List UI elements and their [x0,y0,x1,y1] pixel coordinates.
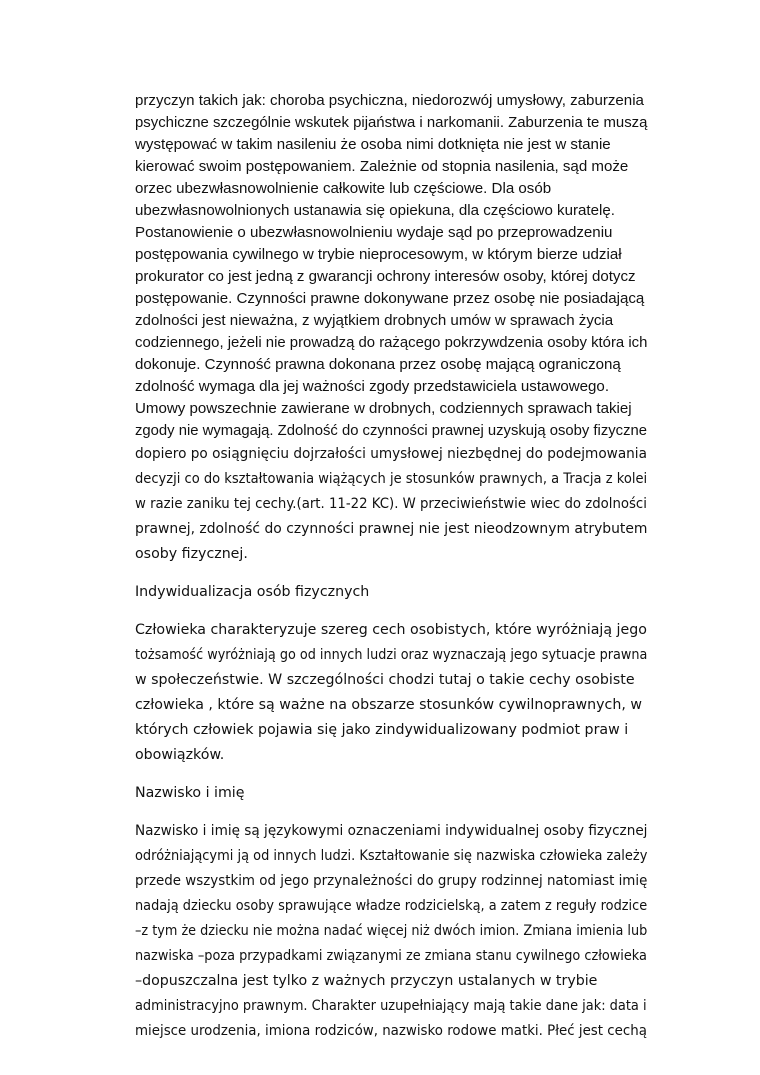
text-line: –dopuszczalna jest tylko z ważnych przyczyn ustalanych w trybie [135,973,598,989]
text-line: Człowieka charakteryzuje szereg cech osobistych, które wyróżniają jego [135,622,647,638]
text-line: decyzji co do kształtowania wiążących je stosunków prawnych, a Tracja z kolei [135,471,648,487]
text-line: osoby fizycznej. [135,546,248,562]
text-line: Postanowienie o ubezwłasnowolnieniu wydaje sąd po przeprowadzeniu [135,224,613,241]
text-line: kierować swoim postępowaniem. Zależnie od stopnia nasilenia, sąd może [135,158,629,175]
text-line: orzec ubezwłasnowolnienie całkowite lub częściowe. Dla osób [135,180,552,197]
text-line: –z tym że dziecku nie można nadać więcej niż dwóch imion. Zmiana imienia lub [135,923,648,939]
text-line: prawnej, zdolność do czynności prawnej nie jest nieodzownym atrybutem [135,521,648,537]
text-line: zgody nie wymagają. Zdolność do czynności prawnej uzyskują osoby fizyczne [135,422,647,439]
text-line: tożsamość wyróżniają go od innych ludzi oraz wyznaczają jego sytuacje prawna [135,647,648,663]
text-line: administracyjno prawnym. Charakter uzupełniający mają takie dane jak: data i [135,998,647,1014]
text-line: miejsce urodzenia, imiona rodziców, nazwisko rodowe matki. Płeć jest cechą [135,1023,647,1039]
text-line: w społeczeństwie. W szczególności chodzi tutaj o takie cechy osobiste [135,672,635,688]
text-line: dokonuje. Czynność prawna dokonana przez osobę mającą ograniczoną [135,356,621,373]
text-line: Nazwisko i imię są językowymi oznaczeniami indywidualnej osoby fizycznej [135,823,648,839]
text-line: zdolności jest nieważna, z wyjątkiem drobnych umów w sprawach życia [135,312,614,329]
text-line: w razie zaniku tej cechy.(art. 11-22 KC). W przeciwieństwie wiec do zdolności [135,496,647,512]
section-heading-individualization: Indywidualizacja osób fizycznych [135,584,370,600]
text-line: psychiczne szczególnie wskutek pijaństwa i narkomanii. Zaburzenia te muszą [135,114,648,131]
text-line: występować w takim nasileniu że osoba nimi dotknięta nie jest w stanie [135,136,611,153]
text-line: odróżniającymi ją od innych ludzi. Kształtowanie się nazwiska człowieka zależy [135,848,648,864]
text-line: prokurator co jest jedną z gwarancji ochrony interesów osoby, której dotycz [135,268,636,285]
text-line: przyczyn takich jak: choroba psychiczna, niedorozwój umysłowy, zaburzenia [135,92,644,109]
text-line: codziennego, jeżeli nie prowadzą do rażącego pokrzywdzenia osoby która ich [135,334,648,351]
text-line: postępowania cywilnego w trybie nieprocesowym, w którym bierze udział [135,246,622,263]
text-line: obowiązków. [135,747,225,763]
text-line: ubezwłasnowolnionych ustanawia się opiekuna, dla częściowo kuratelę. [135,202,615,219]
text-line: przede wszystkim od jego przynależności do grupy rodzinnej natomiast imię [135,873,648,889]
text-line: dopiero po osiągnięciu dojrzałości umysłowej niezbędnej do podejmowania [135,446,647,462]
text-line: nadają dziecku osoby sprawujące władze rodzicielską, a zatem z reguły rodzice [135,898,648,914]
section-heading-name: Nazwisko i imię [135,785,245,801]
text-line: zdolność wymaga dla jej ważności zgody przedstawiciela ustawowego. [135,378,610,395]
text-line: postępowanie. Czynności prawne dokonywane przez osobę nie posiadającą [135,290,645,307]
text-line: których człowiek pojawia się jako zindywidualizowany podmiot praw i [135,722,629,738]
text-line: Umowy powszechnie zawierane w drobnych, codziennych sprawach takiej [135,400,632,417]
text-line: człowieka , które są ważne na obszarze stosunków cywilnoprawnych, w [135,697,642,713]
text-line: nazwiska –poza przypadkami związanymi ze zmiana stanu cywilnego człowieka [135,948,647,964]
